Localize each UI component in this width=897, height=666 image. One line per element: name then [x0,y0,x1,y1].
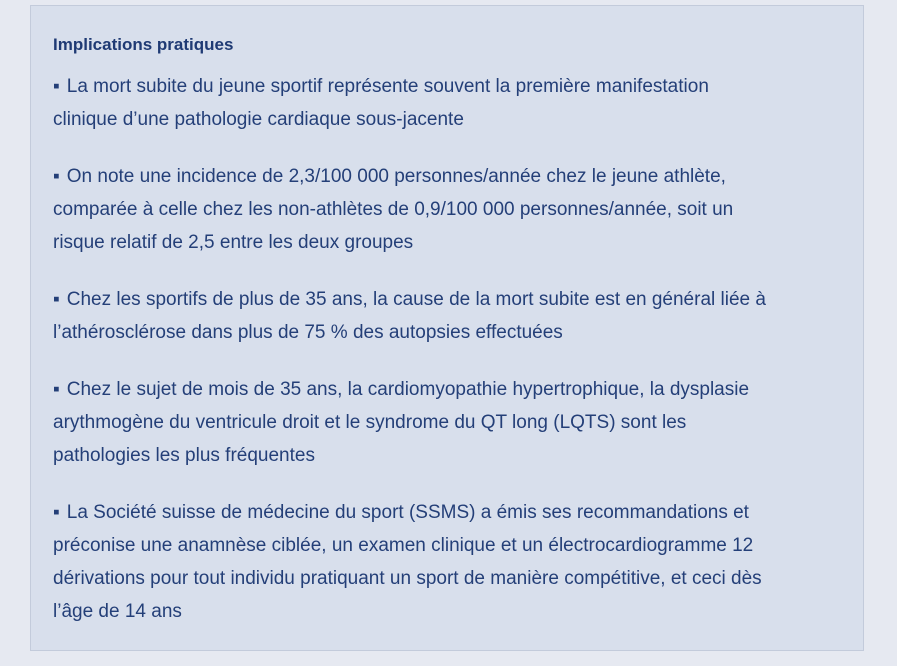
implications-box [30,5,864,651]
list-item [53,283,841,349]
implications-list [53,70,841,628]
bullet-icon: ▪ [53,76,60,97]
list-item-text: La Société suisse de médecine du sport (SSMS) a émis ses recommandations et préconise une anamnèse ciblée, un examen clinique et un électrocardiogramme 12 dérivations pour tout individu pratiquant un sport de manière compétitive, et ceci dès l’âge de 14 ans [53,502,762,622]
list-item [53,70,841,136]
list-item [53,496,841,628]
bullet-icon: ▪ [53,502,60,523]
list-item-text: On note une incidence de 2,3/100 000 personnes/année chez le jeune athlète, comparée à celle chez les non-athlètes de 0,9/100 000 personnes/année, soit un risque relatif de 2,5 entre les deux groupes [53,166,734,253]
list-item-text: Chez le sujet de mois de 35 ans, la cardiomyopathie hypertrophique, la dysplasie arythmogène du ventricule droit et le syndrome du QT long (LQTS) sont les pathologies les plus fréquentes [53,379,750,466]
bullet-icon: ▪ [53,379,60,400]
list-item [53,373,841,472]
bullet-icon: ▪ [53,289,60,310]
list-item [53,160,841,259]
list-item-text: La mort subite du jeune sportif représente souvent la première manifestation clinique d’une pathologie cardiaque sous-jacente [53,76,709,130]
box-title: Implications pratiques [53,35,234,54]
list-item-text: Chez les sportifs de plus de 35 ans, la cause de la mort subite est en général liée à l’athérosclérose dans plus de 75 % des autopsies effectuées [53,289,766,343]
bullet-icon: ▪ [53,166,60,187]
